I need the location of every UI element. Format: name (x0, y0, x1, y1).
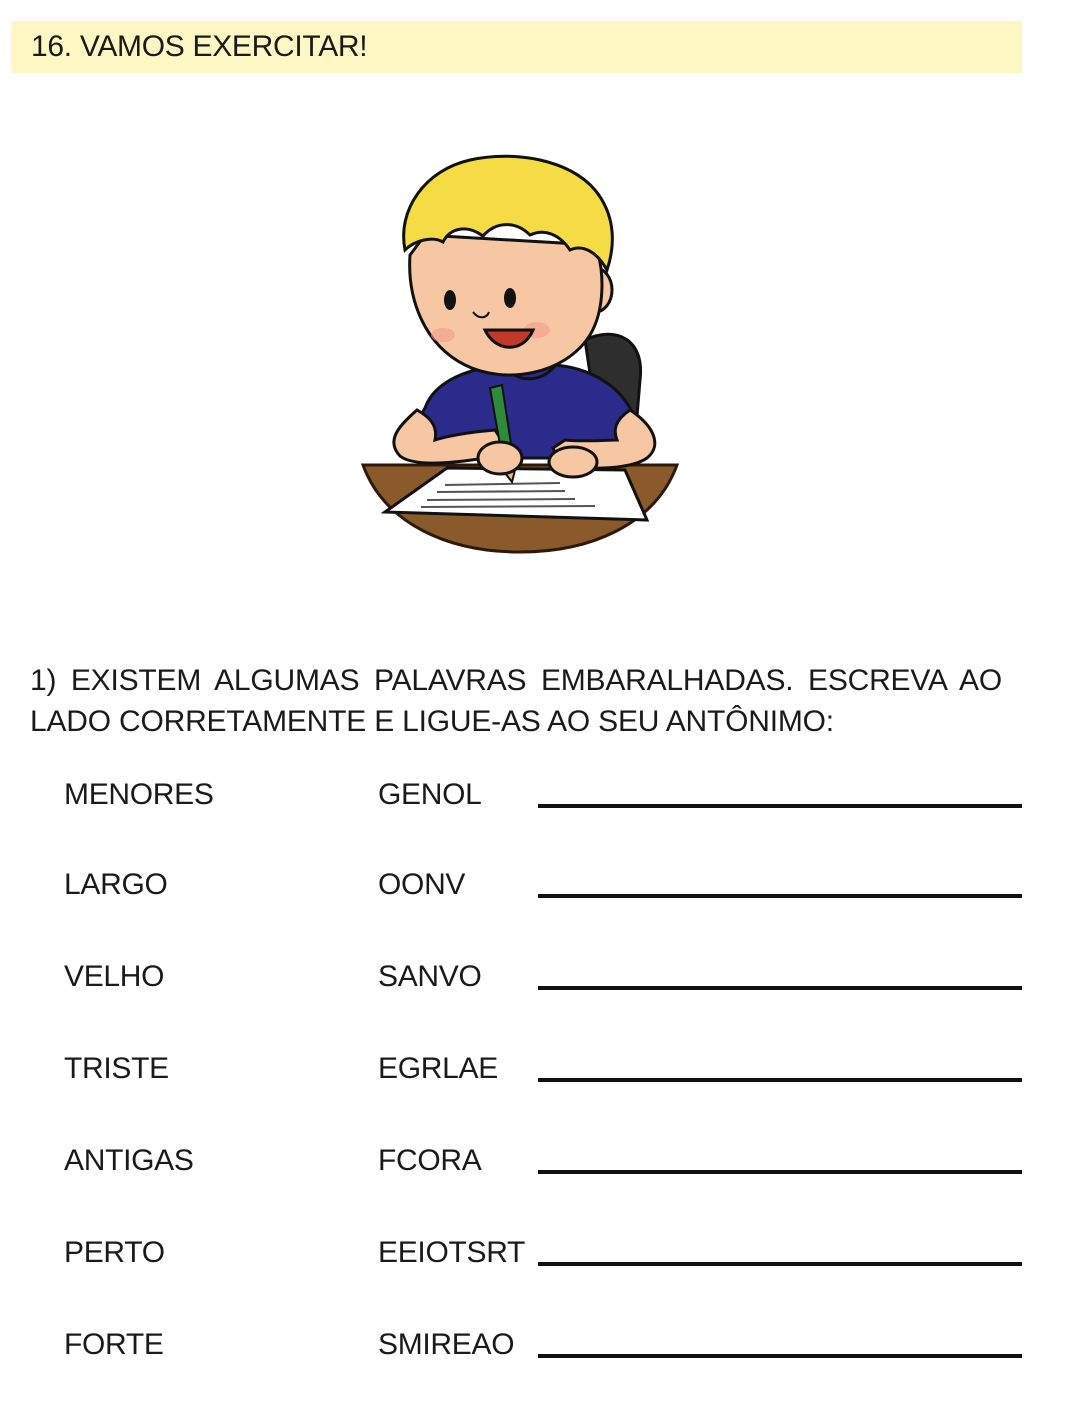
answer-line[interactable] (538, 1354, 1022, 1358)
boy-writing-illustration (355, 140, 685, 560)
exercise-row (0, 960, 1074, 1010)
scrambled-word: FCORA (378, 1144, 482, 1177)
right-hand-shape (549, 447, 597, 477)
exercise-row (0, 778, 1074, 828)
scrambled-word: SMIREAO (378, 1328, 515, 1361)
antonym-word: ANTIGAS (64, 1144, 194, 1177)
scrambled-word: SANVO (378, 960, 482, 993)
antonym-word: LARGO (64, 868, 168, 901)
answer-line[interactable] (538, 1262, 1022, 1266)
right-eye-shape (504, 288, 516, 308)
answer-line[interactable] (538, 804, 1022, 808)
scrambled-word: GENOL (378, 778, 482, 811)
antonym-word: PERTO (64, 1236, 165, 1269)
antonym-word: FORTE (64, 1328, 164, 1361)
page-title: 16. VAMOS EXERCITAR! (31, 30, 368, 63)
exercise-row (0, 1144, 1074, 1194)
instruction-line-1: 1) EXISTEM ALGUMAS PALAVRAS EMBARALHADAS. ESCREVA AO (30, 664, 1002, 697)
exercise-instruction (30, 660, 1002, 742)
exercise-row (0, 1236, 1074, 1286)
antonym-word: VELHO (64, 960, 165, 993)
answer-line[interactable] (538, 986, 1022, 990)
exercise-row (0, 1328, 1074, 1378)
exercise-row (0, 1052, 1074, 1102)
instruction-line-2: LADO CORRETAMENTE E LIGUE-AS AO SEU ANTÔNIMO: (30, 705, 834, 738)
answer-line[interactable] (538, 894, 1022, 898)
antonym-word: MENORES (64, 778, 214, 811)
answer-line[interactable] (538, 1170, 1022, 1174)
antonym-word: TRISTE (64, 1052, 169, 1085)
scrambled-word: OONV (378, 868, 466, 901)
title-banner (11, 21, 1022, 73)
left-hand-shape (478, 442, 522, 474)
left-eye-shape (444, 290, 456, 310)
exercise-row (0, 868, 1074, 918)
scrambled-word: EEIOTSRT (378, 1236, 526, 1269)
scrambled-word: EGRLAE (378, 1052, 498, 1085)
answer-line[interactable] (538, 1078, 1022, 1082)
